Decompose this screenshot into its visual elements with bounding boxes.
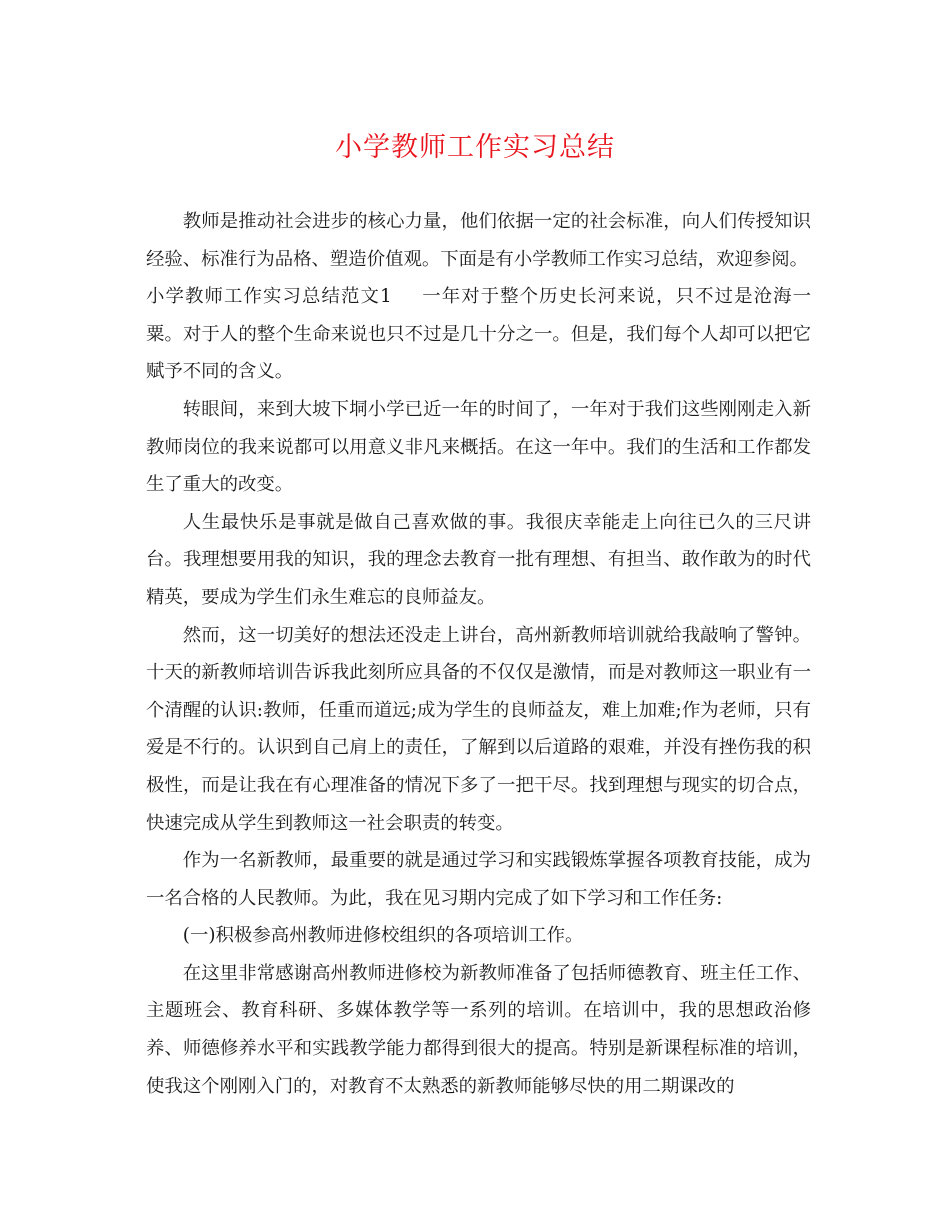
section-heading: 小学教师工作实习总结范文1 [146,286,392,308]
intro-paragraph: 教师是推动社会进步的核心力量，他们依据一定的社会标准，向人们传授知识经验、标准行为品格、塑造价值观。下面是有小学教师工作实习总结，欢迎参阅。 [146,211,811,270]
section-first-paragraph [146,278,811,391]
section-first-text: 一年对于整个历史长河来说，只不过是沧海一粟。对于人的整个生命来说也只不过是几十分之一。但是，我们每个人却可以把它赋予不同的含义。 [146,286,811,383]
body-paragraph: 然而，这一切美好的想法还没走上讲台，高州新教师培训就给我敲响了警钟。十天的新教师培训告诉我此刻所应具备的不仅仅是激情，而是对教师这一职业有一个清醒的认识:教师，任重而道远;成为学生的良师益友，难上加难;作为老师，只有爱是不行的。认识到自己肩上的责任，了解到以后道路的艰难，并没有挫伤我的积极性，而是让我在有心理准备的情况下多了一把干尽。找到理想与现实的切合点，快速完成从学生到教师这一社会职责的转变。 [146,624,811,834]
list-heading-paragraph: (一)积极参高州教师进修校组织的各项培训工作。 [182,925,584,947]
body-paragraph: 转眼间，来到大坡下垌小学已近一年的时间了，一年对于我们这些刚刚走入新教师岗位的我来说都可以用意义非凡来概括。在这一年中。我们的生活和工作都发生了重大的改变。 [146,398,811,496]
document-title: 小学教师工作实习总结 [335,132,615,163]
body-paragraph: 人生最快乐是事就是做自己喜欢做的事。我很庆幸能走上向往已久的三尺讲台。我理想要用我的知识，我的理念去教育一批有理想、有担当、敢作敢为的时代精英，要成为学生们永生难忘的良师益友。 [146,511,811,608]
document-body [146,203,811,1105]
body-paragraph: 在这里非常感谢高州教师进修校为新教师准备了包括师德教育、班主任工作、主题班会、教育科研、多媒体教学等一系列的培训。在培训中，我的思想政治修养、师德修养水平和实践教学能力都得到很大的提高。特别是新课程标准的培训，使我这个刚刚入门的，对教育不太熟悉的新教师能够尽快的用二期课改的 [146,962,811,1097]
body-paragraph: 作为一名新教师，最重要的就是通过学习和实践锻炼掌握各项教育技能，成为一名合格的人民教师。为此，我在见习期内完成了如下学习和工作任务: [146,850,811,909]
